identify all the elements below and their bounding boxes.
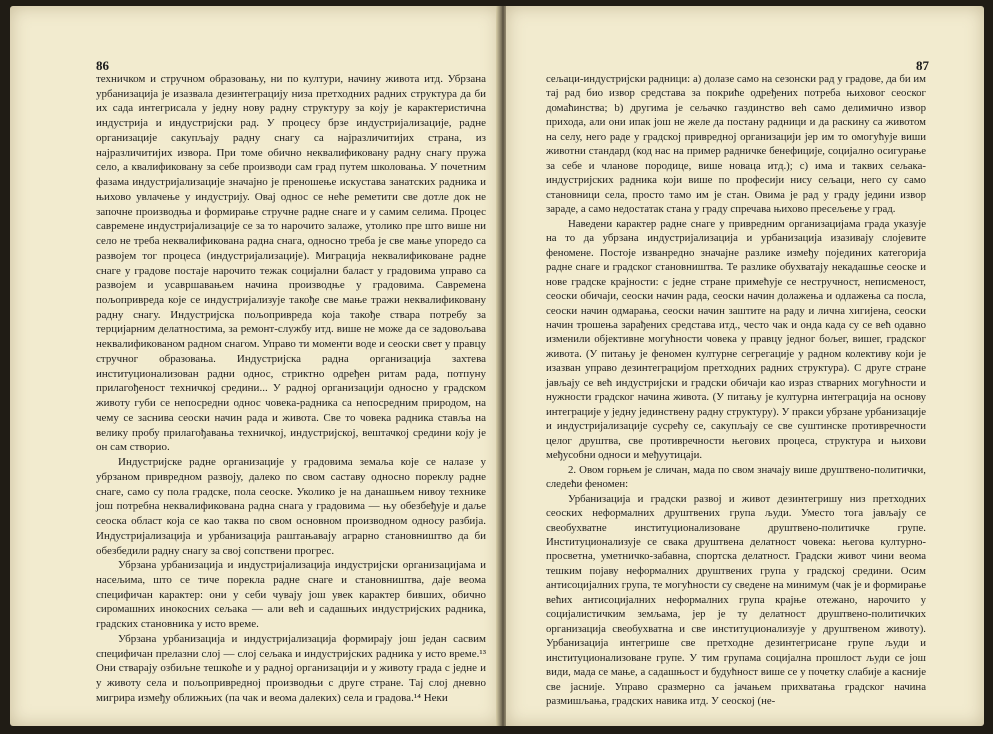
paragraph: сељаци-индустријски радници: а) долазе само на сезонски рад у градове, да би им тај рад био извор средстава за покриће одређених потреба њиховог сеоског домаћинства; b) другима је сељачко газдинство веh само делимично извор прихода, али они ипак још не желе да постану радници и да раскину са животом на селу, него раде у градској привредној организацији јер им то омогућује виши животни стандард (код нас на пример радничке бенефиције, социјално осигурање за себе и чланове породице, више новаца итд.); с) има и таквих сељака-индустријских радника који више по професији нису сељаци, него су само становници села, просто тамо им је стан. Овима је рад у граду једини извор зараде, а само недостатак стана у граду спречава њихово пресељење у град. [546,73,926,216]
paragraph: Урбанизација и градски развој и живот дезинтегришу низ претходних сеоских неформалних друштвених група људи. Уместо тога јављају се свеобухватне институционализоване друштвено-политичке групе. Институционализује се свака друштвена делатност човека: његова културно-просветна, уметничко-забавна, спортска делатност. Градски живот чини веома тешким појаву неформалних друштвених група у градској средини. Осим антисоцијалних група, те могућности су сведене на минимум (чак је и формирање већих антисоцијалних неформалних група крајње отежано, нарочито у социјалистичким земљама, јер је ту делатност друштвено-политичких организација свеобухватна и све институционализује у друштвеном животу). Урбанизација интегрише све претходне дезинтегрисане групе људи и институционализоване групе. У тим групама социјална прошлост људи се још види, мада се мање, а садашњост и будућност више се у почетку слабије а касније све јасније. Управо сразмерно са јачањем прихватања градског начина размишљања, градских навика итд. У сеоској (не- [546,492,926,708]
left-page-body [96,72,486,706]
paragraph: Индустријске радне организације у градовима земаља које се налазе у убрзаном привредном развоју, далеко по свом саставу односно пореклу радне снаге, само су пола градске, пола сеоске. Уколико је на данашњем нивоу технике још потребна неквалификована радна снага у градовима — њу обезбеђује и даље сеоска област која се као таква по свом основном производном односу разбија. Индустријализација и урбанизација раштањавају аграрно становништво да би обезбедили радну снагу за свој сопствени прогрес. [96,456,486,557]
right-page-body [546,72,926,709]
paragraph: 2. Овом горњем је сличан, мада по свом значају више друштвено-политички, следећи феномен: [546,463,926,491]
paragraph: Наведени карактер радне снаге у привредним организацијама града указује на то да убрзана индустријализација и урбанизација изазивају слојевите феномене. Постоје изванредно значајне разлике између појединих категорија радне снаге и градског становништва. Те разлике обухватају некадашње сеоске и нове градске крајности: с једне стране примећује се нестручност, неписменост, сеоски обичаји, сеоски начин рада, сеоски начин долажења и одлажења са посла, сеоски начин одмарања, сеоски начин заштите на раду и лична хигијена, сеоски начин трошења зарађених средстава итд., често чак и онда када су се већ одавно изменили објективне могућности човека у правцу једног бољег, вишег, градског живота. (У питању је феномен културне сегрегације у радном колективу који је изазван управо дезинтеграцијом претходних радних структура). С друге стране јављају се већ индустријски и градски обичаји као израз стварних могућности и нужности градског начина живота. (У питању је културна интеграција на основу интеграције у једну јединствену радну структуру). У пракси убрзане урбанизације и индустријализације сусрећу се, сакупљају се све суштинске противречности целог друштва, све противречности његових процеса, структура и њихови међусобни односи и међуутицаји. [546,217,926,462]
left-page [10,6,500,726]
right-page [506,6,984,726]
page-number-right: 87 [916,58,929,73]
paragraph: Убрзана урбанизација и индустријализација индустријски организацијама и насељима, што се тиче порекла радне снаге и становништва, даје веома специфичан карактер: они у себи чувају још увек карактер бивших, обично сиромашних инокосних сељака — али већ и садашњих индустријских радника, градских становника у исто време. [96,559,486,631]
paragraph: Убрзана урбанизација и индустријализација формирају још један сасвим специфичан прелазни слој — слој сељака и индустријских радника у исто време.¹³ Они стварају озбиљне тешкоће и у радној организацији и у животу града с једне и у животу села и пољопривредној производњи с друге стране. Тај слој дневно мигрира између оближњих (па чак и веома далеких) села и градова.¹⁴ Неки [96,632,486,704]
page-number-left: 86 [96,58,109,73]
paragraph: техничком и стручном образовању, ни по култури, начину живота итд. Убрзана урбанизација је изазвала дезинтеграцију низа претходних радних структура да би их сада интегрисала у једну нову радну структуру за коју је карактеристична индустрија и индустријски рад. У процесу брзе индустријализације, радне организације сакупљају радну снагу са најразличитијих страна, из најразличитијих извора. При томе обично неквалификовану радну снагу пружа село, а квалификовану за себе производи сам град путем школовања. У почетним фазама индустријализације значајно је преношење искустава занатских радника и њихово увлачење у индустрију. Овај однос се неће реметити све дотле док не започне производња и формирање стручне радне снаге и у самим селима. Процес савремене индустријализације се за то нарочито залаже, утолико пре што више ни село не треба неквалификована радна снага, односно треба је све мање упоредо са развојем тог процеса (индустријализације). Миграција неквалификоване радне снаге у градове постаје нарочито тежак социјални баласт у градовима управо са развојем и усавршавањем начина производње у градовима. Савремена пољопривреда које се индустријализује такође све мање тражи неквалификовану радну снагу. Индустријска пољопривреда која такође ствара потребу за терцијарним делатностима, за ремонт-службу итд. више не може да се задовољава неквалификованом радном снагом. Управо ти моменти воде и сеоски свет у правцу стручног образовања. Индустријска радна организација захтева институционализован радни однос, стриктно одређен ритам рада, потпуну прилагођеност техничкој средини... У радној организацији односно у градском животу губи се непосредни однос човека-радника са непосредним природом, на чему се заснива сеоски начин рада и живота. Све то човека радника ставља на велику пробу прилагођавања техничкој, индустријској, вештачкој средини коју је он сам створио. [96,73,486,454]
